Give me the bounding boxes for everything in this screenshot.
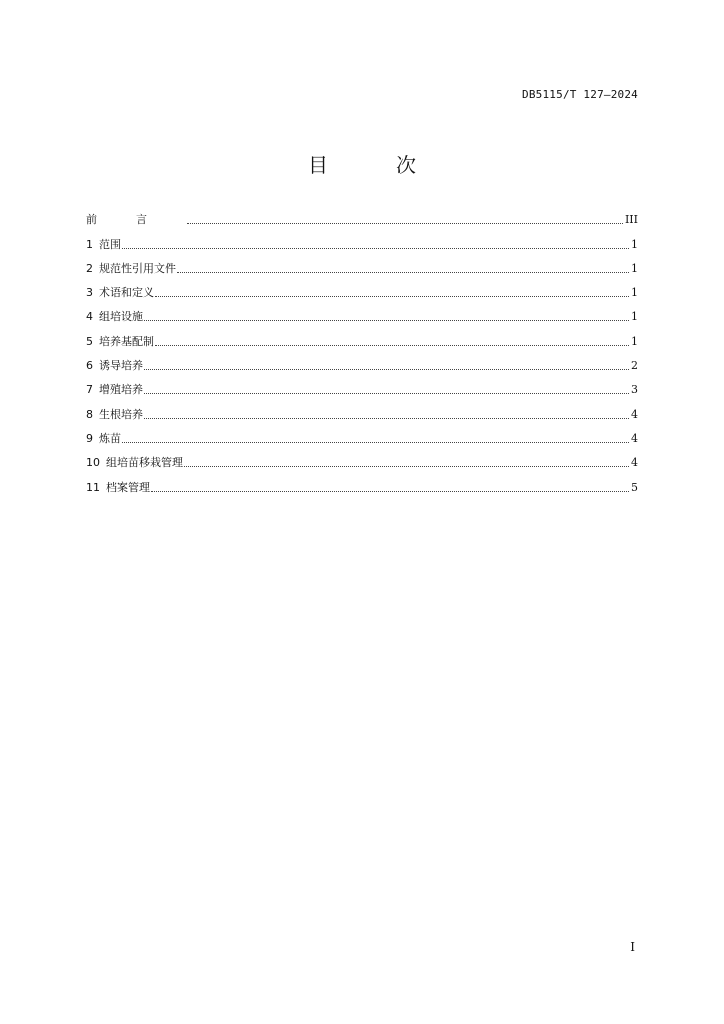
toc-entry-label: 规范性引用文件 (99, 261, 176, 275)
toc-entry-number: 7 (86, 383, 93, 397)
toc-entry-number: 9 (86, 431, 93, 445)
toc-entry-label: 术语和定义 (99, 286, 154, 300)
toc-entry-number: 10 (86, 456, 100, 470)
toc-entry-number: 8 (86, 407, 93, 421)
toc-entry-number: 2 (86, 261, 93, 275)
toc-entry-5[interactable] (86, 327, 638, 351)
toc-dot-leader (122, 442, 629, 443)
toc-entry-3[interactable] (86, 279, 638, 303)
toc-entry-page: 4 (631, 456, 638, 470)
toc-entry-7[interactable] (86, 376, 638, 400)
toc-entry-8[interactable] (86, 400, 638, 424)
toc-entry-label: 范围 (99, 237, 121, 251)
toc-dot-leader (144, 320, 629, 321)
toc-dot-leader (184, 466, 629, 467)
toc-entry-label: 档案管理 (106, 480, 150, 494)
toc-dot-leader (122, 248, 629, 249)
toc-entry-number: 3 (86, 286, 93, 300)
toc-dot-leader (151, 491, 629, 492)
toc-dot-leader (155, 296, 629, 297)
toc-entry-2[interactable] (86, 255, 638, 279)
toc-entry-label: 前言 (86, 213, 186, 227)
toc-entry-number: 6 (86, 359, 93, 373)
table-of-contents (86, 206, 638, 498)
toc-entry-4[interactable] (86, 303, 638, 327)
toc-dot-leader (144, 369, 629, 370)
toc-entry-foreword[interactable] (86, 206, 638, 230)
toc-entry-page: 1 (631, 334, 638, 348)
toc-entry-number: 11 (86, 480, 100, 494)
toc-entry-page: 4 (631, 407, 638, 421)
toc-dot-leader (177, 272, 629, 273)
toc-entry-number: 1 (86, 237, 93, 251)
toc-dot-leader (155, 345, 629, 346)
toc-dot-leader (187, 223, 623, 224)
toc-entry-label: 生根培养 (99, 407, 143, 421)
toc-entry-page: 4 (631, 431, 638, 445)
toc-entry-number: 5 (86, 334, 93, 348)
toc-entry-1[interactable] (86, 230, 638, 254)
toc-entry-label: 培养基配制 (99, 334, 154, 348)
toc-entry-11[interactable] (86, 473, 638, 497)
toc-dot-leader (144, 418, 629, 419)
toc-dot-leader (144, 393, 629, 394)
toc-entry-number: 4 (86, 310, 93, 324)
toc-entry-page: 1 (631, 261, 638, 275)
toc-entry-label: 组培苗移栽管理 (106, 456, 183, 470)
toc-entry-page: 1 (631, 310, 638, 324)
toc-entry-9[interactable] (86, 425, 638, 449)
toc-entry-page: 3 (631, 383, 638, 397)
toc-entry-label: 组培设施 (99, 310, 143, 324)
toc-entry-6[interactable] (86, 352, 638, 376)
toc-title: 目 次 (308, 153, 440, 177)
toc-entry-page: III (624, 213, 638, 227)
toc-entry-10[interactable] (86, 449, 638, 473)
page-number: I (630, 940, 635, 954)
toc-entry-label: 炼苗 (99, 431, 121, 445)
toc-entry-page: 1 (631, 286, 638, 300)
toc-entry-page: 1 (631, 237, 638, 251)
toc-entry-label: 增殖培养 (99, 383, 143, 397)
toc-entry-page: 2 (631, 359, 638, 373)
document-code: DB5115/T 127—2024 (522, 88, 638, 101)
toc-entry-label: 诱导培养 (99, 359, 143, 373)
toc-entry-page: 5 (631, 480, 638, 494)
